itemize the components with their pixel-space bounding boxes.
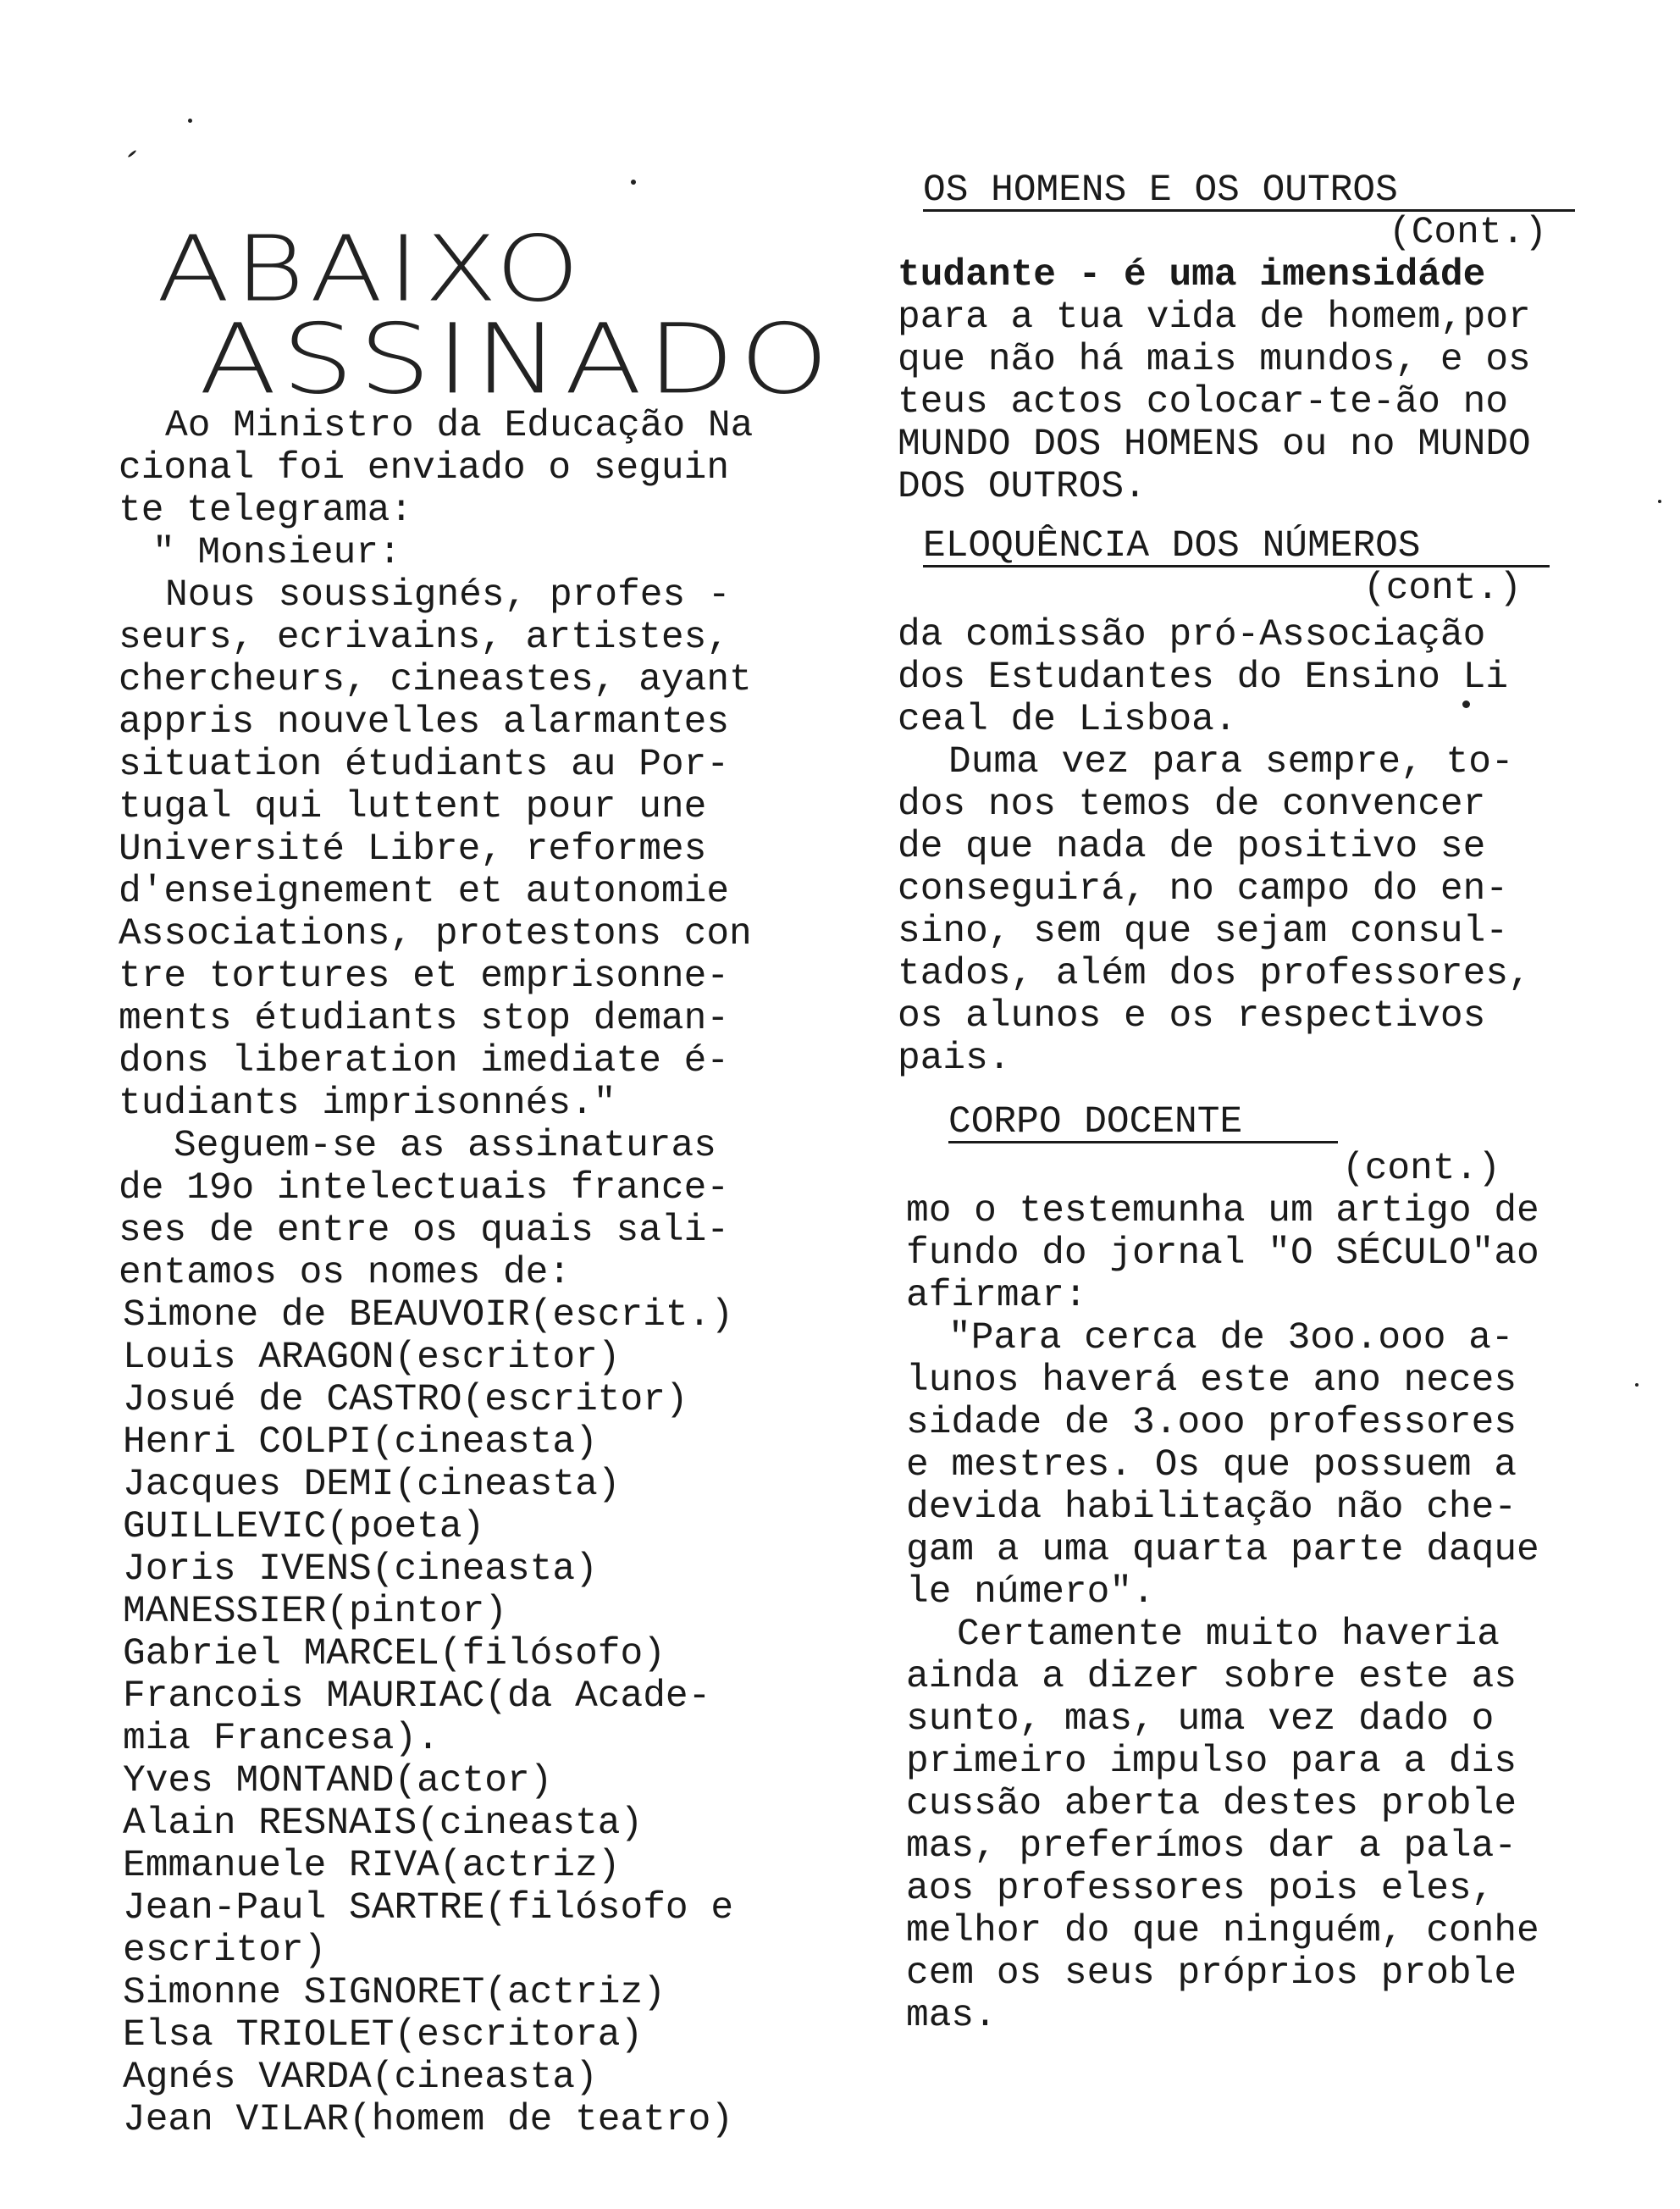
text-line: le número".	[906, 1571, 1155, 1614]
signatory-line: Agnés VARDA(cineasta)	[123, 2057, 598, 2099]
cont-label: (cont.)	[1342, 1148, 1500, 1190]
signatory-line: Louis ARAGON(escritor)	[123, 1337, 621, 1379]
text-line: appris nouvelles alarmantes	[119, 701, 730, 744]
text-line: ses de entre os quais sali-	[119, 1210, 730, 1252]
ink-speck	[1635, 1383, 1639, 1387]
text-line: aos professores pois eles,	[906, 1868, 1495, 1910]
text-line: Certamente muito haveria	[957, 1614, 1500, 1656]
text-line: lunos haverá este ano neces	[906, 1359, 1517, 1402]
signatory-line: Joris IVENS(cineasta)	[123, 1548, 598, 1591]
ink-speck	[1462, 700, 1470, 708]
text-line: conseguirá, no campo do en-	[898, 868, 1509, 911]
signatory-line: mia Francesa).	[123, 1718, 439, 1760]
text-line: " Monsieur:	[152, 532, 401, 574]
ink-speck	[188, 119, 192, 123]
text-line: "Para cerca de 3oo.ooo a-	[948, 1317, 1514, 1359]
signatory-line: Elsa TRIOLET(escritora)	[123, 2014, 644, 2057]
signatory-line: Jacques DEMI(cineasta)	[123, 1464, 621, 1506]
title-line-1: ABAIXO	[157, 216, 585, 322]
text-line: gam a uma quarta parte daque	[906, 1529, 1539, 1571]
section-heading	[948, 1101, 1338, 1143]
signatory-line: Emmanuele RIVA(actriz)	[123, 1845, 621, 1887]
text-line: situation étudiants au Por-	[119, 744, 730, 786]
signatory-line: Josué de CASTRO(escritor)	[123, 1379, 688, 1421]
text-line: teus actos colocar-te-ão no	[898, 381, 1509, 424]
text-line: os alunos e os respectivos	[898, 995, 1486, 1038]
ink-speck	[127, 149, 136, 158]
signatory-line: Jean VILAR(homem de teatro)	[123, 2099, 734, 2141]
signatory-line: Francois MAURIAC(da Acade-	[123, 1675, 711, 1718]
text-line: mo o testemunha um artigo de	[906, 1190, 1539, 1232]
signatory-line: Alain RESNAIS(cineasta)	[123, 1802, 644, 1845]
cont-label: (Cont.)	[1389, 212, 1547, 254]
text-line: Université Libre, reformes	[119, 828, 707, 871]
signatory-line: Simone de BEAUVOIR(escrit.)	[123, 1294, 734, 1337]
text-line: sunto, mas, uma vez dado o	[906, 1698, 1495, 1741]
text-line: Seguem-se as assinaturas	[174, 1125, 716, 1167]
text-line: devida habilitação não che-	[906, 1487, 1517, 1529]
text-line: seurs, ecrivains, artistes,	[119, 617, 730, 659]
heading-text: CORPO DOCENTE	[948, 1104, 1338, 1143]
text-line: sino, sem que sejam consul-	[898, 911, 1509, 953]
text-line: cional foi enviado o seguin	[119, 447, 730, 490]
cont-label: (cont.)	[1363, 567, 1522, 610]
text-line: mas, preferímos dar a pala-	[906, 1825, 1517, 1868]
text-line: mas.	[906, 1995, 997, 2037]
text-line: afirmar:	[906, 1275, 1087, 1317]
ink-speck	[631, 180, 636, 185]
text-line: tados, além dos professores,	[898, 953, 1531, 995]
text-line: cem os seus próprios proble	[906, 1952, 1517, 1995]
text-line: de que nada de positivo se	[898, 826, 1486, 868]
text-line: DOS OUTROS.	[898, 466, 1147, 508]
text-line: fundo do jornal "O SÉCULO"ao	[906, 1232, 1539, 1275]
ink-speck	[1658, 500, 1661, 503]
signatory-line: Simonne SIGNORET(actriz)	[123, 1972, 666, 2014]
heading-text: ELOQUÊNCIA DOS NÚMEROS	[923, 528, 1550, 567]
signatory-line: GUILLEVIC(poeta)	[123, 1506, 485, 1548]
text-line: te telegrama:	[119, 490, 413, 532]
text-line: tugal qui luttent pour une	[119, 786, 707, 828]
text-line: cussão aberta destes proble	[906, 1783, 1517, 1825]
text-line: dos nos temos de convencer	[898, 783, 1486, 826]
text-line: entamos os nomes de:	[119, 1252, 572, 1294]
signatory-line: Jean-Paul SARTRE(filósofo e	[123, 1887, 734, 1929]
text-line: primeiro impulso para a dis	[906, 1741, 1517, 1783]
section-heading	[923, 525, 1550, 567]
text-line: MUNDO DOS HOMENS ou no MUNDO	[898, 424, 1531, 466]
text-line: Associations, protestons con	[119, 913, 752, 955]
text-line: tudante - é uma imensidáde	[898, 254, 1486, 296]
text-line: e mestres. Os que possuem a	[906, 1444, 1517, 1487]
heading-text: OS HOMENS E OS OUTROS	[923, 172, 1575, 212]
text-line: que não há mais mundos, e os	[898, 339, 1531, 381]
signatory-line: escritor)	[123, 1929, 327, 1972]
text-line: de 19o intelectuais france-	[119, 1167, 730, 1210]
text-line: tudiants imprisonnés."	[119, 1082, 616, 1125]
text-line: pais.	[898, 1038, 1011, 1080]
text-line: chercheurs, cineastes, ayant	[119, 659, 752, 701]
text-line: dons liberation imediate é-	[119, 1040, 730, 1082]
text-line: ceal de Lisboa.	[898, 699, 1237, 741]
signatory-line: MANESSIER(pintor)	[123, 1591, 507, 1633]
text-line: ainda a dizer sobre este as	[906, 1656, 1517, 1698]
section-heading	[923, 169, 1575, 212]
signatory-line: Yves MONTAND(actor)	[123, 1760, 553, 1802]
text-line: d'enseignement et autonomie	[119, 871, 730, 913]
text-line: Nous soussignés, profes -	[165, 574, 731, 617]
text-line: Duma vez para sempre, to-	[948, 741, 1514, 783]
text-line: para a tua vida de homem,por	[898, 296, 1531, 339]
text-line: Ao Ministro da Educação Na	[165, 405, 754, 447]
text-line: melhor do que ninguém, conhe	[906, 1910, 1539, 1952]
signatory-line: Henri COLPI(cineasta)	[123, 1421, 598, 1464]
text-line: sidade de 3.ooo professores	[906, 1402, 1517, 1444]
text-line: dos Estudantes do Ensino Li	[898, 656, 1509, 699]
text-line: tre tortures et emprisonne-	[119, 955, 730, 998]
text-line: ments étudiants stop deman-	[119, 998, 730, 1040]
text-line: da comissão pró-Associação	[898, 614, 1486, 656]
title-line-2: ASSINADO	[199, 303, 834, 416]
signatory-line: Gabriel MARCEL(filósofo)	[123, 1633, 666, 1675]
